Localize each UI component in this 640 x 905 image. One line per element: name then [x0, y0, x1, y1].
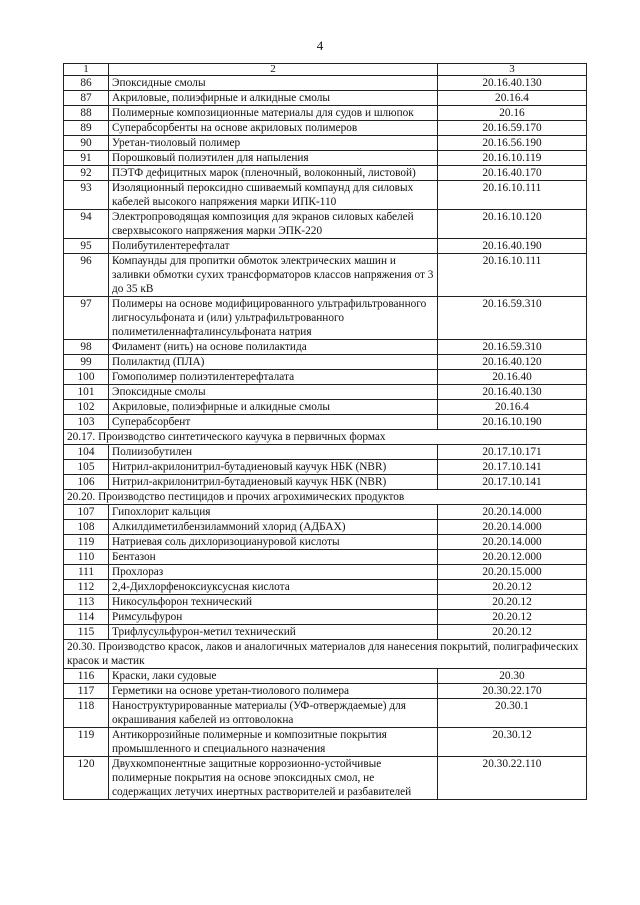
item-number: 98 — [64, 340, 109, 355]
table-row — [64, 181, 587, 210]
item-code: 20.17.10.171 — [438, 445, 587, 460]
item-number: 90 — [64, 136, 109, 151]
table-row — [64, 520, 587, 535]
item-code: 20.16.4 — [438, 91, 587, 106]
table-row — [64, 550, 587, 565]
item-code: 20.20.12.000 — [438, 550, 587, 565]
item-code: 20.16.59.170 — [438, 121, 587, 136]
table-row — [64, 610, 587, 625]
item-code: 20.16.40.130 — [438, 76, 587, 91]
item-code: 20.20.14.000 — [438, 505, 587, 520]
item-number: 86 — [64, 76, 109, 91]
table-row — [64, 91, 587, 106]
item-name: Полилактид (ПЛА) — [109, 355, 438, 370]
table-row — [64, 595, 587, 610]
item-number: 119 — [64, 535, 109, 550]
table-row — [64, 210, 587, 239]
table-row — [64, 757, 587, 800]
item-name: Порошковый полиэтилен для напыления — [109, 151, 438, 166]
section-header-row — [64, 640, 587, 669]
item-name: Алкилдиметилбензиламмоний хлорид (АДБАХ) — [109, 520, 438, 535]
item-number: 107 — [64, 505, 109, 520]
item-name: Прохлораз — [109, 565, 438, 580]
table-row — [64, 400, 587, 415]
item-number: 108 — [64, 520, 109, 535]
table-row — [64, 254, 587, 297]
item-name: Римсульфурон — [109, 610, 438, 625]
item-code: 20.30.1 — [438, 699, 587, 728]
item-number: 105 — [64, 460, 109, 475]
item-name: Эпоксидные смолы — [109, 76, 438, 91]
item-number: 97 — [64, 297, 109, 340]
item-code: 20.16.40.190 — [438, 239, 587, 254]
item-number: 104 — [64, 445, 109, 460]
item-number: 91 — [64, 151, 109, 166]
item-code: 20.16.40.170 — [438, 166, 587, 181]
item-number: 102 — [64, 400, 109, 415]
item-name: Наноструктурированные материалы (УФ-отверждаемые) для окрашивания кабелей из оптоволокна — [109, 699, 438, 728]
item-number: 111 — [64, 565, 109, 580]
table-row — [64, 669, 587, 684]
item-code: 20.16.4 — [438, 400, 587, 415]
item-name: Эпоксидные смолы — [109, 385, 438, 400]
item-name: Полимерные композиционные материалы для судов и шлюпок — [109, 106, 438, 121]
table-row — [64, 340, 587, 355]
item-name: Полимеры на основе модифицированного ультрафильтрованного лигносульфоната и (или) ультрафильтрованного полиметиленнафталинсульфоната натрия — [109, 297, 438, 340]
column-header-1: 1 — [64, 64, 109, 76]
table-row — [64, 699, 587, 728]
item-number: 92 — [64, 166, 109, 181]
table-row — [64, 445, 587, 460]
item-number: 118 — [64, 699, 109, 728]
table-row — [64, 505, 587, 520]
item-number: 113 — [64, 595, 109, 610]
item-name: Нитрил-акрилонитрил-бутадиеновый каучук НБК (NBR) — [109, 460, 438, 475]
item-number: 110 — [64, 550, 109, 565]
table-row — [64, 370, 587, 385]
item-code: 20.16.59.310 — [438, 297, 587, 340]
item-code: 20.16.10.111 — [438, 254, 587, 297]
product-table-body — [64, 64, 587, 800]
item-number: 101 — [64, 385, 109, 400]
table-row — [64, 76, 587, 91]
item-number: 116 — [64, 669, 109, 684]
item-code: 20.16.40 — [438, 370, 587, 385]
table-row — [64, 239, 587, 254]
item-name: Бентазон — [109, 550, 438, 565]
table-row — [64, 684, 587, 699]
item-name: Натриевая соль дихлоризоциануровой кислоты — [109, 535, 438, 550]
table-row — [64, 166, 587, 181]
column-header-3: 3 — [438, 64, 587, 76]
item-name: Герметики на основе уретан-тиолового полимера — [109, 684, 438, 699]
item-number: 119 — [64, 728, 109, 757]
item-number: 117 — [64, 684, 109, 699]
item-name: ПЭТФ дефицитных марок (пленочный, волоконный, листовой) — [109, 166, 438, 181]
item-name: Электропроводящая композиция для экранов силовых кабелей сверхвысокого напряжения марки ЭПК-220 — [109, 210, 438, 239]
item-name: Изоляционный пероксидно сшиваемый компаунд для силовых кабелей высокого напряжения марки ИПК-110 — [109, 181, 438, 210]
item-name: Суперабсорбенты на основе акриловых полимеров — [109, 121, 438, 136]
table-row — [64, 355, 587, 370]
item-name: 2,4-Дихлорфеноксиуксусная кислота — [109, 580, 438, 595]
item-code: 20.16 — [438, 106, 587, 121]
item-code: 20.20.14.000 — [438, 520, 587, 535]
product-table — [63, 63, 587, 800]
section-title: 20.20. Производство пестицидов и прочих агрохимических продуктов — [64, 490, 587, 505]
item-number: 88 — [64, 106, 109, 121]
table-row — [64, 535, 587, 550]
item-code: 20.17.10.141 — [438, 475, 587, 490]
item-code: 20.16.10.120 — [438, 210, 587, 239]
item-number: 103 — [64, 415, 109, 430]
item-code: 20.30.22.110 — [438, 757, 587, 800]
table-row — [64, 121, 587, 136]
item-name: Компаунды для пропитки обмоток электрических машин и заливки обмотки сухих трансформаторов классов напряжения от 3 до 35 кВ — [109, 254, 438, 297]
table-row — [64, 385, 587, 400]
item-name: Гомополимер полиэтилентерефталата — [109, 370, 438, 385]
page-number: 4 — [316, 38, 324, 53]
table-row — [64, 625, 587, 640]
table-row — [64, 565, 587, 580]
item-name: Акриловые, полиэфирные и алкидные смолы — [109, 91, 438, 106]
table-row — [64, 136, 587, 151]
item-code: 20.16.10.111 — [438, 181, 587, 210]
item-code: 20.20.12 — [438, 625, 587, 640]
table-header-row — [64, 64, 587, 76]
item-code: 20.16.40.120 — [438, 355, 587, 370]
item-name: Уретан-тиоловый полимер — [109, 136, 438, 151]
table-row — [64, 460, 587, 475]
item-number: 112 — [64, 580, 109, 595]
item-number: 106 — [64, 475, 109, 490]
item-number: 94 — [64, 210, 109, 239]
item-name: Никосульфорон технический — [109, 595, 438, 610]
item-number: 95 — [64, 239, 109, 254]
item-code: 20.16.10.190 — [438, 415, 587, 430]
item-number: 99 — [64, 355, 109, 370]
item-number: 87 — [64, 91, 109, 106]
item-code: 20.30.22.170 — [438, 684, 587, 699]
item-name: Антикоррозийные полимерные и композитные покрытия промышленного и специального назначения — [109, 728, 438, 757]
item-code: 20.16.59.310 — [438, 340, 587, 355]
item-name: Суперабсорбент — [109, 415, 438, 430]
section-header-row — [64, 430, 587, 445]
item-name: Краски, лаки судовые — [109, 669, 438, 684]
item-number: 114 — [64, 610, 109, 625]
table-row — [64, 475, 587, 490]
section-title: 20.17. Производство синтетического каучука в первичных формах — [64, 430, 587, 445]
table-row — [64, 415, 587, 430]
table-row — [64, 297, 587, 340]
section-title: 20.30. Производство красок, лаков и аналогичных материалов для нанесения покрытий, полиграфических красок и мастик — [64, 640, 587, 669]
item-code: 20.16.40.130 — [438, 385, 587, 400]
item-name: Двухкомпонентные защитные коррозионно-устойчивые полимерные покрытия на основе эпоксидных смол, не содержащих летучих инертных растворителей и разбавителей — [109, 757, 438, 800]
item-code: 20.20.12 — [438, 610, 587, 625]
item-code: 20.30 — [438, 669, 587, 684]
item-code: 20.20.12 — [438, 595, 587, 610]
item-number: 100 — [64, 370, 109, 385]
item-code: 20.16.56.190 — [438, 136, 587, 151]
item-number: 120 — [64, 757, 109, 800]
table-row — [64, 580, 587, 595]
table-row — [64, 106, 587, 121]
item-number: 115 — [64, 625, 109, 640]
item-code: 20.30.12 — [438, 728, 587, 757]
table-row — [64, 728, 587, 757]
item-number: 93 — [64, 181, 109, 210]
item-name: Акриловые, полиэфирные и алкидные смолы — [109, 400, 438, 415]
item-name: Трифлусульфурон-метил технический — [109, 625, 438, 640]
item-name: Филамент (нить) на основе полилактида — [109, 340, 438, 355]
item-code: 20.16.10.119 — [438, 151, 587, 166]
item-name: Полибутилентерефталат — [109, 239, 438, 254]
item-name: Нитрил-акрилонитрил-бутадиеновый каучук НБК (NBR) — [109, 475, 438, 490]
item-number: 96 — [64, 254, 109, 297]
item-code: 20.20.14.000 — [438, 535, 587, 550]
item-code: 20.20.12 — [438, 580, 587, 595]
item-name: Гипохлорит кальция — [109, 505, 438, 520]
column-header-2: 2 — [109, 64, 438, 76]
item-code: 20.17.10.141 — [438, 460, 587, 475]
item-number: 89 — [64, 121, 109, 136]
item-name: Полиизобутилен — [109, 445, 438, 460]
item-code: 20.20.15.000 — [438, 565, 587, 580]
section-header-row — [64, 490, 587, 505]
table-row — [64, 151, 587, 166]
